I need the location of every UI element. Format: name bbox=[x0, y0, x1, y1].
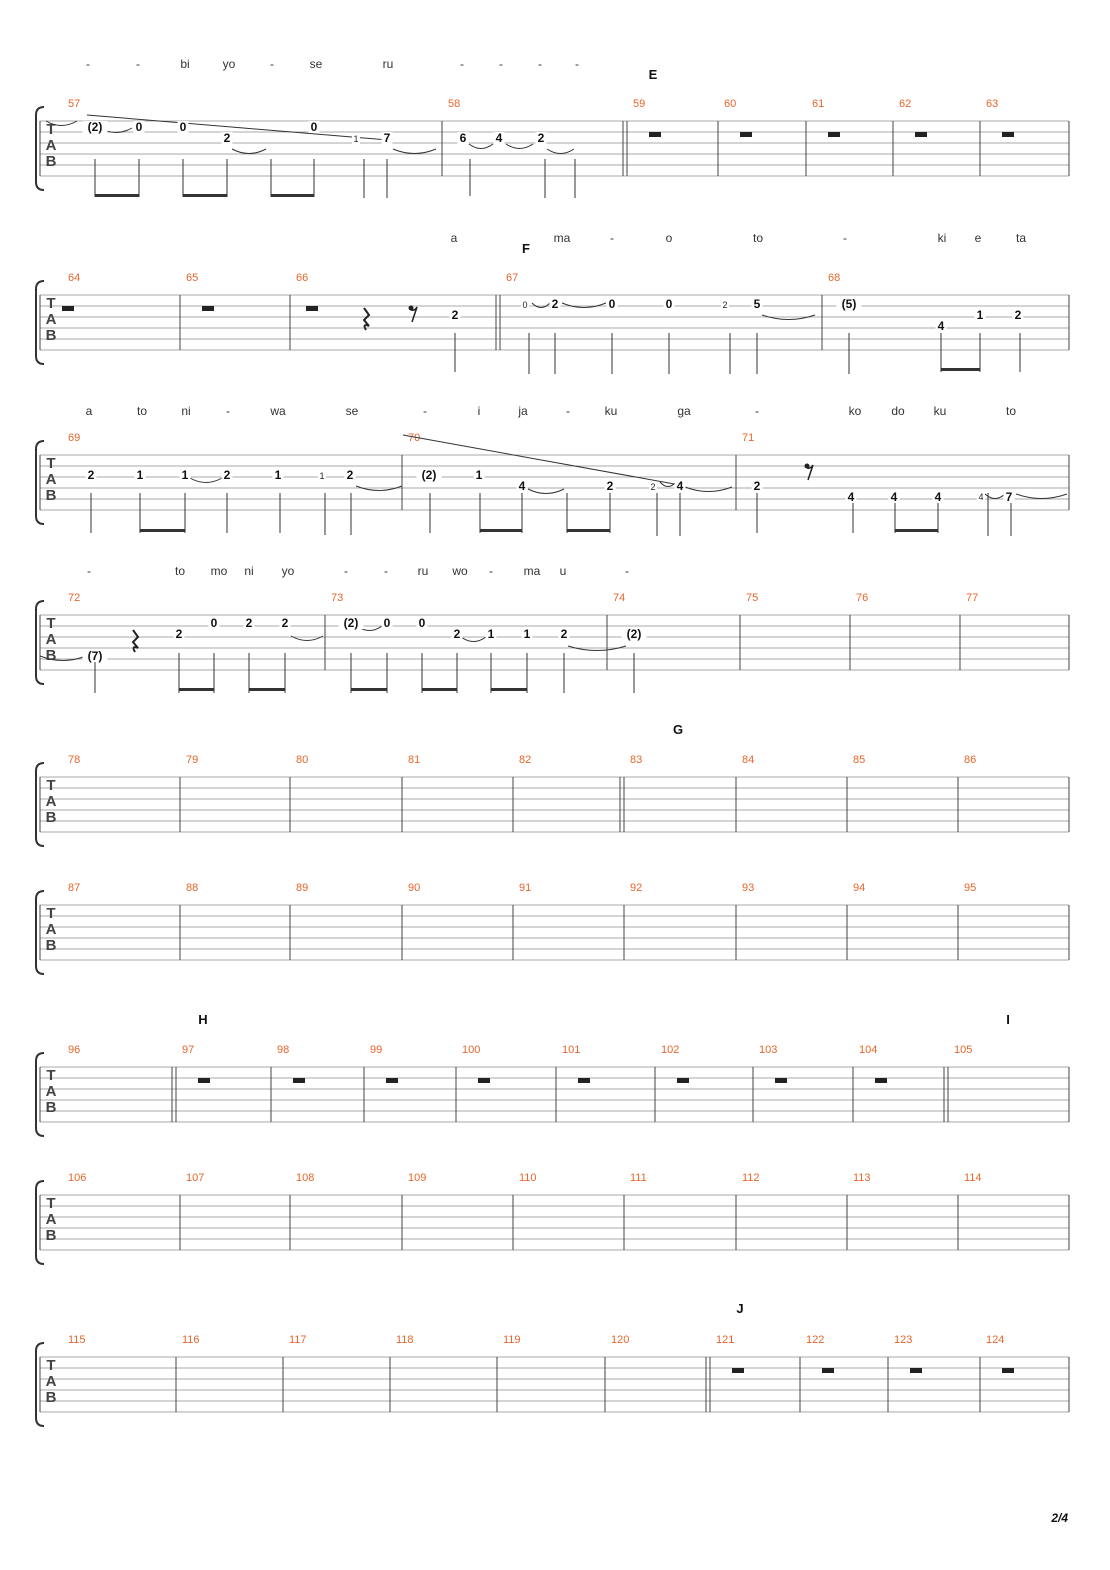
fret-number: 0 bbox=[310, 120, 318, 134]
lyric-syllable: - bbox=[489, 564, 493, 578]
fret-number: 4 bbox=[518, 479, 526, 493]
tab-system bbox=[36, 57, 1069, 198]
lyric-syllable: ki bbox=[937, 231, 947, 245]
whole-rest bbox=[775, 1078, 787, 1083]
lyric-syllable: mo bbox=[210, 564, 228, 578]
whole-rest bbox=[828, 132, 840, 137]
grace-fret-number: 2 bbox=[722, 300, 728, 310]
tie-arc bbox=[532, 303, 550, 308]
lyric-syllable: ta bbox=[1015, 231, 1027, 245]
fret-number: 1 bbox=[136, 468, 144, 482]
measure-number: 111 bbox=[630, 1172, 647, 1184]
fret-number: 0 bbox=[383, 616, 391, 630]
tab-system bbox=[36, 1301, 1069, 1426]
note-beam bbox=[271, 194, 314, 197]
measure-number: 77 bbox=[966, 592, 979, 604]
note-beam bbox=[140, 529, 185, 532]
measure-number: 76 bbox=[856, 592, 869, 604]
section-marker: F bbox=[522, 241, 530, 256]
measure-number: 84 bbox=[742, 754, 755, 766]
measure-number: 91 bbox=[519, 882, 532, 894]
whole-rest bbox=[875, 1078, 887, 1083]
measure-number: 95 bbox=[964, 882, 977, 894]
lyric-syllable: - bbox=[610, 231, 614, 245]
measure-number: 118 bbox=[396, 1334, 414, 1346]
grace-fret-number: 0 bbox=[522, 300, 528, 310]
svg-text:T: T bbox=[46, 1195, 56, 1212]
fret-number: 4 bbox=[937, 319, 945, 333]
fret-number: 7 bbox=[383, 131, 391, 145]
fret-number: 1 bbox=[181, 468, 189, 482]
lyric-syllable: - bbox=[226, 404, 230, 418]
lyric-syllable: wo bbox=[452, 564, 468, 578]
tie-arc bbox=[547, 149, 574, 154]
lyric-syllable: yo bbox=[222, 57, 236, 71]
quarter-rest bbox=[133, 630, 138, 652]
tie-arc bbox=[469, 144, 493, 149]
grace-fret-number: 1 bbox=[319, 471, 325, 481]
lyric-syllable: se bbox=[345, 404, 359, 418]
fret-number: 0 bbox=[135, 120, 143, 134]
measure-number: 71 bbox=[742, 432, 755, 444]
note-beam bbox=[95, 194, 139, 197]
tab-clef bbox=[46, 905, 57, 954]
tie-arc bbox=[232, 149, 266, 154]
measure-number: 115 bbox=[68, 1334, 86, 1346]
measure-number: 82 bbox=[519, 754, 532, 766]
measure-number: 73 bbox=[331, 592, 344, 604]
whole-rest bbox=[478, 1078, 490, 1083]
whole-rest bbox=[1002, 132, 1014, 137]
fret-number: 2 bbox=[87, 468, 95, 482]
measure-number: 123 bbox=[894, 1334, 913, 1346]
measure-number: 122 bbox=[806, 1334, 825, 1346]
measure-number: 74 bbox=[613, 592, 626, 604]
lyric-syllable: - bbox=[499, 57, 503, 71]
measure-number: 106 bbox=[68, 1172, 87, 1184]
fret-number: 2 bbox=[551, 297, 559, 311]
lyric-syllable: - bbox=[423, 404, 427, 418]
svg-text:B: B bbox=[45, 327, 57, 344]
tie-arc bbox=[1016, 494, 1067, 499]
whole-rest bbox=[740, 132, 752, 137]
measure-number: 105 bbox=[954, 1044, 973, 1056]
measure-number: 67 bbox=[506, 272, 519, 284]
measure-number: 80 bbox=[296, 754, 309, 766]
measure-number: 69 bbox=[68, 432, 81, 444]
svg-text:A: A bbox=[45, 311, 57, 328]
tie-arc bbox=[562, 303, 606, 308]
lyric-syllable: to bbox=[752, 231, 764, 245]
fret-number: (7) bbox=[87, 649, 103, 663]
whole-rest bbox=[1002, 1368, 1014, 1373]
measure-number: 112 bbox=[742, 1172, 760, 1184]
measure-number: 87 bbox=[68, 882, 81, 894]
lyric-syllable: - bbox=[344, 564, 348, 578]
lyric-syllable: ni bbox=[244, 564, 254, 578]
fret-number: 0 bbox=[665, 297, 673, 311]
lyric-syllable: ja bbox=[518, 404, 528, 418]
tie-arc bbox=[461, 637, 486, 642]
measure-number: 117 bbox=[289, 1334, 307, 1346]
fret-number: 2 bbox=[223, 468, 231, 482]
whole-rest bbox=[202, 306, 214, 311]
fret-number: 2 bbox=[606, 479, 614, 493]
note-beam bbox=[249, 688, 285, 691]
measure-number: 64 bbox=[68, 272, 81, 284]
lyric-syllable: - bbox=[87, 564, 91, 578]
measure-number: 116 bbox=[182, 1334, 200, 1346]
measure-number: 66 bbox=[296, 272, 309, 284]
svg-text:B: B bbox=[45, 809, 57, 826]
tab-system bbox=[36, 231, 1069, 374]
svg-text:T: T bbox=[46, 455, 56, 472]
fret-number: 4 bbox=[890, 490, 898, 504]
measure-number: 61 bbox=[812, 98, 825, 110]
measure-number: 92 bbox=[630, 882, 643, 894]
svg-text:T: T bbox=[46, 295, 56, 312]
fret-number: 0 bbox=[210, 616, 218, 630]
measure-number: 90 bbox=[408, 882, 421, 894]
tab-system bbox=[36, 404, 1069, 536]
fret-number: (2) bbox=[87, 120, 103, 134]
whole-rest bbox=[198, 1078, 210, 1083]
lyric-syllable: ru bbox=[382, 57, 394, 71]
measure-number: 79 bbox=[186, 754, 199, 766]
tie-arc bbox=[506, 144, 533, 149]
measure-number: 103 bbox=[759, 1044, 778, 1056]
whole-rest bbox=[822, 1368, 834, 1373]
lyric-syllable: - bbox=[384, 564, 388, 578]
section-marker: I bbox=[1006, 1012, 1010, 1027]
fret-number: 1 bbox=[274, 468, 282, 482]
note-beam bbox=[941, 368, 980, 371]
lyric-syllable: - bbox=[270, 57, 274, 71]
lyric-syllable: se bbox=[309, 57, 323, 71]
lyric-syllable: ma bbox=[523, 564, 541, 578]
section-marker: J bbox=[736, 1301, 744, 1316]
tab-system bbox=[36, 722, 1069, 846]
lyric-syllable: - bbox=[843, 231, 847, 245]
whole-rest bbox=[649, 132, 661, 137]
measure-number: 65 bbox=[186, 272, 199, 284]
svg-text:T: T bbox=[46, 121, 56, 138]
svg-text:T: T bbox=[46, 905, 56, 922]
page-number: 2/4 bbox=[1051, 1511, 1068, 1525]
quarter-rest bbox=[364, 308, 369, 330]
measure-number: 102 bbox=[661, 1044, 680, 1056]
note-beam bbox=[351, 688, 387, 691]
fret-number: 4 bbox=[676, 479, 684, 493]
lyric-syllable: - bbox=[460, 57, 464, 71]
lyric-syllable: to bbox=[1005, 404, 1017, 418]
lyric-syllable: ku bbox=[604, 404, 618, 418]
fret-number: 0 bbox=[418, 616, 426, 630]
fret-number: (5) bbox=[841, 297, 857, 311]
measure-number: 124 bbox=[986, 1334, 1005, 1346]
tab-clef bbox=[46, 1067, 57, 1116]
measure-number: 60 bbox=[724, 98, 737, 110]
whole-rest bbox=[293, 1078, 305, 1083]
measure-number: 59 bbox=[633, 98, 646, 110]
measure-number: 83 bbox=[630, 754, 643, 766]
lyric-syllable: - bbox=[538, 57, 542, 71]
fret-number: (2) bbox=[421, 468, 437, 482]
fret-number: (2) bbox=[626, 627, 642, 641]
lyric-syllable: ru bbox=[417, 564, 429, 578]
svg-text:A: A bbox=[45, 1083, 57, 1100]
measure-number: 121 bbox=[716, 1334, 735, 1346]
grace-fret-number: 1 bbox=[353, 134, 359, 144]
tab-clef bbox=[46, 295, 57, 344]
grace-fret-number: 4 bbox=[978, 492, 984, 502]
svg-text:T: T bbox=[46, 1067, 56, 1084]
tab-clef bbox=[46, 1357, 57, 1406]
fret-number: 4 bbox=[495, 131, 503, 145]
lyric-syllable: - bbox=[86, 57, 90, 71]
lyric-syllable: to bbox=[174, 564, 186, 578]
measure-number: 120 bbox=[611, 1334, 630, 1346]
fret-number: 4 bbox=[847, 490, 855, 504]
fret-number: 2 bbox=[451, 308, 459, 322]
measure-number: 70 bbox=[408, 432, 421, 444]
grace-fret-number: 2 bbox=[650, 482, 656, 492]
fret-number: 2 bbox=[223, 131, 231, 145]
whole-rest bbox=[910, 1368, 922, 1373]
tab-system bbox=[36, 564, 1069, 693]
measure-number: 68 bbox=[828, 272, 841, 284]
measure-number: 85 bbox=[853, 754, 866, 766]
lyric-syllable: ko bbox=[848, 404, 862, 418]
measure-number: 98 bbox=[277, 1044, 290, 1056]
svg-text:T: T bbox=[46, 777, 56, 794]
lyric-syllable: ma bbox=[553, 231, 571, 245]
fret-number: 1 bbox=[976, 308, 984, 322]
slide-line bbox=[87, 115, 388, 140]
svg-text:B: B bbox=[45, 647, 57, 664]
fret-number: 6 bbox=[459, 131, 467, 145]
measure-number: 72 bbox=[68, 592, 81, 604]
lyric-syllable: to bbox=[136, 404, 148, 418]
measure-number: 89 bbox=[296, 882, 309, 894]
fret-number: 2 bbox=[281, 616, 289, 630]
svg-text:T: T bbox=[46, 1357, 56, 1374]
whole-rest bbox=[677, 1078, 689, 1083]
fret-number: 4 bbox=[934, 490, 942, 504]
whole-rest bbox=[386, 1078, 398, 1083]
section-marker: E bbox=[648, 67, 658, 82]
lyric-syllable: - bbox=[575, 57, 579, 71]
fret-number: 2 bbox=[346, 468, 354, 482]
whole-rest bbox=[306, 306, 318, 311]
fret-number: 2 bbox=[453, 627, 461, 641]
svg-text:B: B bbox=[45, 937, 57, 954]
svg-text:A: A bbox=[45, 471, 57, 488]
fret-number: 1 bbox=[523, 627, 531, 641]
whole-rest bbox=[62, 306, 74, 311]
tab-system bbox=[36, 1012, 1069, 1136]
tab-clef bbox=[46, 777, 57, 826]
note-beam bbox=[567, 529, 610, 532]
lyric-syllable: - bbox=[755, 404, 759, 418]
measure-number: 63 bbox=[986, 98, 999, 110]
fret-number: 2 bbox=[175, 627, 183, 641]
note-beam bbox=[179, 688, 214, 691]
lyric-syllable: - bbox=[136, 57, 140, 71]
svg-text:B: B bbox=[45, 1389, 57, 1406]
measure-number: 57 bbox=[68, 98, 81, 110]
svg-text:A: A bbox=[45, 921, 57, 938]
tie-arc bbox=[393, 149, 436, 154]
svg-text:B: B bbox=[45, 1099, 57, 1116]
measure-number: 58 bbox=[448, 98, 461, 110]
measure-number: 119 bbox=[503, 1334, 521, 1346]
svg-text:A: A bbox=[45, 631, 57, 648]
note-beam bbox=[422, 688, 457, 691]
measure-number: 100 bbox=[462, 1044, 481, 1056]
measure-number: 93 bbox=[742, 882, 755, 894]
measure-number: 94 bbox=[853, 882, 866, 894]
svg-text:B: B bbox=[45, 487, 57, 504]
tab-clef bbox=[46, 121, 57, 170]
fret-number: 2 bbox=[245, 616, 253, 630]
fret-number: 0 bbox=[179, 120, 187, 134]
tab-clef bbox=[46, 1195, 57, 1244]
fret-number: 2 bbox=[753, 479, 761, 493]
whole-rest bbox=[732, 1368, 744, 1373]
lyric-syllable: bi bbox=[180, 57, 190, 71]
svg-text:A: A bbox=[45, 137, 57, 154]
lyric-syllable: - bbox=[625, 564, 629, 578]
svg-text:T: T bbox=[46, 615, 56, 632]
tab-clef bbox=[46, 615, 57, 664]
fret-number: 0 bbox=[608, 297, 616, 311]
tab-clef bbox=[46, 455, 57, 504]
lyric-syllable: e bbox=[974, 231, 982, 245]
fret-number: 2 bbox=[560, 627, 568, 641]
measure-number: 99 bbox=[370, 1044, 383, 1056]
note-beam bbox=[480, 529, 522, 532]
fret-number: 2 bbox=[1014, 308, 1022, 322]
fret-number: 5 bbox=[753, 297, 761, 311]
measure-number: 101 bbox=[562, 1044, 581, 1056]
measure-number: 114 bbox=[964, 1172, 982, 1184]
fret-number: 2 bbox=[537, 131, 545, 145]
fret-number: 7 bbox=[1005, 490, 1013, 504]
measure-number: 62 bbox=[899, 98, 912, 110]
measure-number: 104 bbox=[859, 1044, 878, 1056]
note-beam bbox=[183, 194, 227, 197]
svg-text:B: B bbox=[45, 153, 57, 170]
measure-number: 107 bbox=[186, 1172, 205, 1184]
section-marker: G bbox=[672, 722, 684, 737]
tab-system bbox=[36, 882, 1069, 974]
tie-arc bbox=[190, 478, 222, 483]
measure-number: 88 bbox=[186, 882, 199, 894]
lyric-syllable: wa bbox=[270, 404, 286, 418]
svg-text:B: B bbox=[45, 1227, 57, 1244]
measure-number: 113 bbox=[853, 1172, 871, 1184]
lyric-syllable: u bbox=[559, 564, 567, 578]
measure-number: 96 bbox=[68, 1044, 81, 1056]
lyric-syllable: a bbox=[85, 404, 93, 418]
whole-rest bbox=[578, 1078, 590, 1083]
lyric-syllable: yo bbox=[281, 564, 295, 578]
lyric-syllable: ga bbox=[677, 404, 691, 418]
svg-text:A: A bbox=[45, 1373, 57, 1390]
measure-number: 110 bbox=[519, 1172, 537, 1184]
measure-number: 86 bbox=[964, 754, 977, 766]
measure-number: 109 bbox=[408, 1172, 427, 1184]
lyric-syllable: ni bbox=[181, 404, 191, 418]
svg-text:A: A bbox=[45, 793, 57, 810]
tab-system bbox=[36, 1172, 1069, 1264]
fret-number: 1 bbox=[487, 627, 495, 641]
fret-number: 1 bbox=[475, 468, 483, 482]
section-marker: H bbox=[198, 1012, 208, 1027]
whole-rest bbox=[915, 132, 927, 137]
fret-number: (2) bbox=[343, 616, 359, 630]
measure-number: 78 bbox=[68, 754, 81, 766]
lyric-syllable: i bbox=[477, 404, 481, 418]
svg-text:A: A bbox=[45, 1211, 57, 1228]
measure-number: 97 bbox=[182, 1044, 195, 1056]
lyric-syllable: - bbox=[566, 404, 570, 418]
tie-arc bbox=[528, 489, 564, 494]
measure-number: 108 bbox=[296, 1172, 315, 1184]
lyric-syllable: ku bbox=[933, 404, 947, 418]
lyric-syllable: do bbox=[891, 404, 905, 418]
measure-number: 75 bbox=[746, 592, 759, 604]
measure-number: 81 bbox=[408, 754, 421, 766]
note-beam bbox=[491, 688, 527, 691]
note-beam bbox=[895, 529, 938, 532]
lyric-syllable: o bbox=[665, 231, 673, 245]
lyric-syllable: a bbox=[450, 231, 458, 245]
